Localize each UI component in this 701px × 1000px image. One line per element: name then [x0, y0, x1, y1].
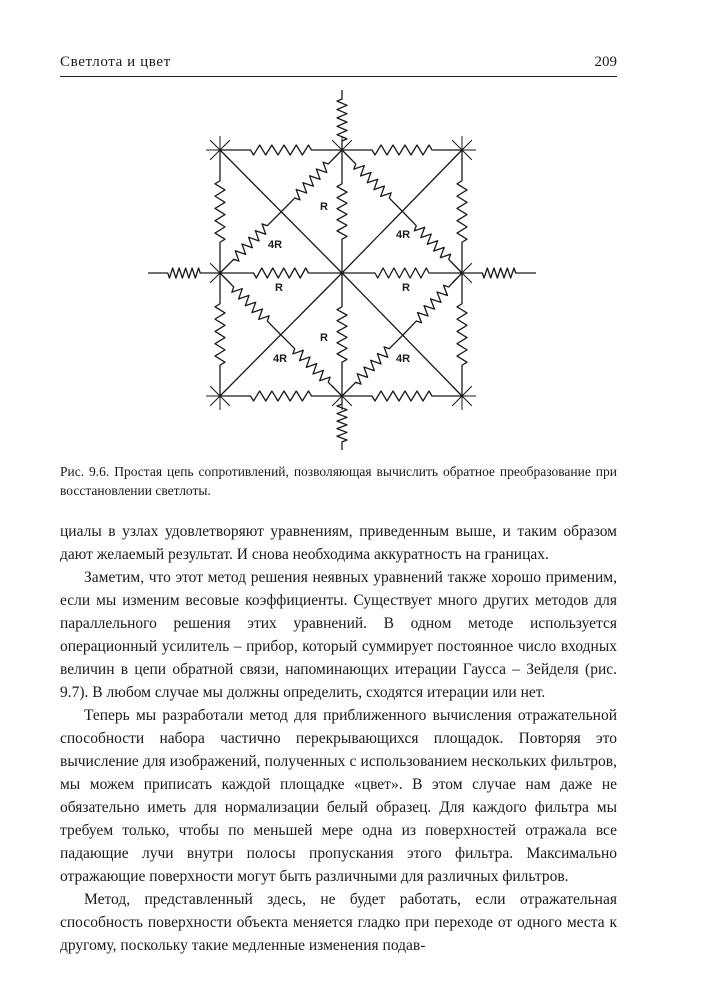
resistor-network-diagram — [140, 88, 560, 454]
node-top — [328, 136, 356, 164]
resistor-top-right — [342, 145, 462, 155]
running-head — [60, 54, 617, 76]
label-r-top: R — [320, 201, 328, 213]
figure-caption: Рис. 9.6. Простая цепь сопротивлений, позволяющая вычислить обратное преобразование при восстановлении светлоты. — [60, 464, 617, 498]
resistor-center-right — [342, 268, 462, 278]
node-top-right — [448, 136, 476, 164]
resistor-center-down — [337, 273, 347, 396]
paragraph-3: Теперь мы разработали метод для приближенного вычисления отражательной способности набора частично перекрывающихся площадок. Повторяя это вычисление для изображений, полученных с использованием нескольких фильтров, мы можем приписать каждой площадке «цвет». В этом случае нам даже не обязательно иметь для нормализации белый образец. Для каждого фильтра мы требуем только, чтобы по меньшей мере одна из поверхностей отражала все падающие лучи внутри полосы пропускания этого фильтра. Максимально отражающие поверхности могут быть различными для различных фильтров. — [60, 707, 617, 885]
resistor-left-lower — [215, 273, 225, 396]
resistor-right-upper — [457, 150, 467, 273]
resistor-center-up — [337, 150, 347, 273]
node-top-left — [206, 136, 234, 164]
body-text — [60, 520, 617, 957]
node-bottom-right — [448, 382, 476, 410]
label-4r-bottom-right: 4R — [396, 353, 411, 365]
resistor-center-left — [220, 268, 342, 278]
resistor-top-left — [220, 145, 342, 155]
paragraph-1: циалы в узлах удовлетворяют уравнениям, приведенным выше, и таким образом дают желаемый результат. И снова необходима аккуратность на границах. — [60, 523, 617, 563]
running-title: Светлота и цвет — [60, 54, 171, 70]
node-bottom-left — [206, 382, 234, 410]
node-left — [206, 259, 234, 287]
label-r-bottom: R — [320, 332, 328, 344]
header-rule — [60, 76, 617, 77]
resistor-left-upper — [215, 150, 225, 273]
resistor-bottom-right — [342, 391, 462, 401]
resistor-right-lower — [457, 273, 467, 396]
page-number: 209 — [594, 54, 617, 70]
paragraph-2: Заметим, что этот метод решения неявных уравнений также хорошо применим, если мы изменим весовые коэффициенты. Существует много других методов для параллельного решения этих уравнений. В одном методе используется операционный усилитель – прибор, который суммирует постоянное число входных величин в цепи обратной связи, напоминающих итерации Гаусса – Зейделя (рис. 9.7). В любом случае мы должны определить, сходятся итерации или нет. — [60, 569, 617, 701]
label-4r-bottom-left: 4R — [273, 353, 288, 365]
paragraph-4: Метод, представленный здесь, не будет работать, если отражательная способность поверхности объекта меняется гладко при переходе от одного места к другому, поскольку такие медленные изменения подав- — [60, 891, 617, 954]
resistor-bottom-left — [220, 391, 342, 401]
label-r-left: R — [275, 282, 283, 294]
label-4r-top-left: 4R — [268, 239, 283, 251]
label-4r-top-right: 4R — [396, 229, 411, 241]
resistor-network-figure — [140, 88, 560, 454]
node-right — [448, 259, 476, 287]
label-r-right: R — [402, 282, 410, 294]
node-bottom — [328, 382, 356, 410]
